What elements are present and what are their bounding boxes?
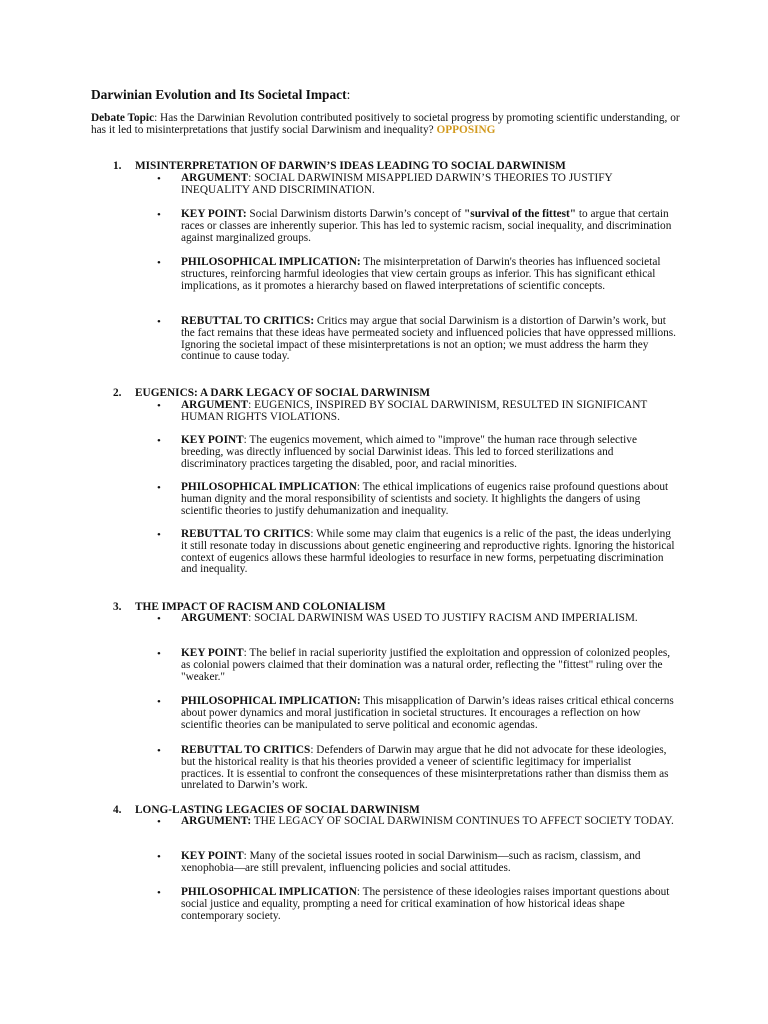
bullet-icon: • <box>157 209 161 221</box>
point-body: Critics may argue that social Darwinism is a distortion of Darwin’s work, but the fact remains that these ideas have permeated society and influenced policies that have oppressed millions. Ignoring the societal impact of these misinterpretations is not an option; we must address the harm they continue to cause today. <box>181 315 677 363</box>
document-title <box>91 87 350 103</box>
point-body: Social Darwinism distorts Darwin’s concept of <box>246 208 465 220</box>
section-heading <box>113 387 430 399</box>
point-text <box>181 400 676 424</box>
section-number: 2. <box>113 387 122 399</box>
section-number: 4. <box>113 804 122 816</box>
point-label: PHILOSOPHICAL IMPLICATION <box>181 481 357 493</box>
point-body-rest: to argue that certain races or classes are inherently superior. This has led to systemic racism, social inequality, and discrimination against marginalized groups. <box>181 208 672 244</box>
point-text <box>181 816 676 828</box>
point-emphasis: "survival of the fittest" <box>464 208 577 220</box>
point-body: : The ethical implications of eugenics raise profound questions about human dignity and the moral responsibility of scientists and society. It highlights the dangers of using scientific theories to justify dehumanization and inequality. <box>181 481 669 517</box>
bullet-icon: • <box>157 529 161 541</box>
point-label: REBUTTAL TO CRITICS <box>181 528 311 540</box>
bullet-icon: • <box>157 613 161 625</box>
debate-topic-label: Debate Topic <box>91 112 155 124</box>
point-label: KEY POINT <box>181 850 244 862</box>
section-title: THE IMPACT OF RACISM AND COLONIALISM <box>135 601 386 613</box>
bullet-icon: • <box>157 173 161 185</box>
point-body: This misapplication of Darwin’s ideas raises critical ethical concerns about power dynamics and moral justification in societal structures. It encourages a reflection on how scientific theories can be manipulated to serve political and economic agendas. <box>181 695 674 731</box>
point-body: THE LEGACY OF SOCIAL DARWINISM CONTINUES TO AFFECT SOCIETY TODAY. <box>251 815 674 827</box>
debate-topic <box>91 112 691 136</box>
bullet-icon: • <box>157 696 161 708</box>
point-body: The misinterpretation of Darwin's theories has influenced societal structures, reinforcing harmful ideologies that view certain groups as inferior. This has significant ethical implications, as it promotes a hierarchy based on flawed interpretations of scientific concepts. <box>181 256 661 292</box>
bullet-icon: • <box>157 400 161 412</box>
point-body: : The belief in racial superiority justified the exploitation and oppression of colonized peoples, as colonial powers claimed that their domination was a natural order, reflecting the "fittest" ruling over the "weaker." <box>181 647 671 683</box>
point-text <box>181 529 676 576</box>
section-number: 3. <box>113 601 122 613</box>
bullet-icon: • <box>157 816 161 828</box>
stance-badge: OPPOSING <box>436 124 496 137</box>
point-text <box>181 209 676 244</box>
point-text <box>181 613 676 625</box>
debate-topic-text: : Has the Darwinian Revolution contributed positively to societal progress by promoting scientific understanding, or has it led to misinterpretations that justify social Darwinism and inequality? <box>91 112 680 137</box>
section-title: MISINTERPRETATION OF DARWIN’S IDEAS LEADING TO SOCIAL DARWINISM <box>135 160 566 172</box>
point-body: : Defenders of Darwin may argue that he did not advocate for these ideologies, but the historical reality is that his theories provided a veneer of scientific legitimacy for imperialist practices. It is essential to confront the consequences of these misinterpretations rather than dismiss them as unrelated to Darwin’s work. <box>181 744 669 792</box>
point-body: : EUGENICS, INSPIRED BY SOCIAL DARWINISM, RESULTED IN SIGNIFICANT HUMAN RIGHTS VIOLATIONS. <box>181 399 648 423</box>
point-text <box>181 435 676 470</box>
point-label: KEY POINT <box>181 434 244 446</box>
point-label: ARGUMENT: <box>181 815 252 827</box>
point-text <box>181 887 676 922</box>
point-label: REBUTTAL TO CRITICS: <box>181 315 315 327</box>
point-body: : While some may claim that eugenics is a relic of the past, the ideas underlying it still resonate today in discussions about genetic engineering and reproductive rights. Ignoring the historical context of eugenics allows these harmful ideologies to resurface in new forms, perpetuating discrimination and inequality. <box>181 528 675 576</box>
bullet-icon: • <box>157 435 161 447</box>
bullet-icon: • <box>157 887 161 899</box>
bullet-icon: • <box>157 648 161 660</box>
point-label: PHILOSOPHICAL IMPLICATION <box>181 886 357 898</box>
point-body: : The persistence of these ideologies raises important questions about social justice and equality, prompting a need for critical examination of how historical ideas shape contemporary society. <box>181 886 670 922</box>
point-text <box>181 482 676 517</box>
point-body: : The eugenics movement, which aimed to "improve" the human race through selective breeding, was directly influenced by social Darwinist ideas. This led to forced sterilizations and discriminatory practices targeting the disabled, poor, and racial minorities. <box>181 434 637 470</box>
point-body: : SOCIAL DARWINISM WAS USED TO JUSTIFY RACISM AND IMPERIALISM. <box>248 612 638 624</box>
point-text <box>181 851 676 875</box>
document-title-text: Darwinian Evolution and Its Societal Impact <box>91 87 347 102</box>
point-label: KEY POINT: <box>181 208 247 220</box>
point-label: PHILOSOPHICAL IMPLICATION: <box>181 256 361 268</box>
point-body: : Many of the societal issues rooted in social Darwinism—such as racism, classism, and xenophobia—are still prevalent, influencing policies and social attitudes. <box>181 850 641 874</box>
point-label: REBUTTAL TO CRITICS <box>181 744 311 756</box>
bullet-icon: • <box>157 482 161 494</box>
point-text <box>181 648 676 683</box>
point-text <box>181 173 676 197</box>
point-label: KEY POINT <box>181 647 244 659</box>
document-title-colon: : <box>346 87 351 102</box>
point-body: : SOCIAL DARWINISM MISAPPLIED DARWIN’S THEORIES TO JUSTIFY INEQUALITY AND DISCRIMINATION. <box>181 172 613 196</box>
point-label: ARGUMENT <box>181 172 249 184</box>
point-text <box>181 257 676 292</box>
point-text <box>181 745 676 792</box>
bullet-icon: • <box>157 851 161 863</box>
point-label: PHILOSOPHICAL IMPLICATION: <box>181 695 361 707</box>
point-label: ARGUMENT <box>181 399 249 411</box>
point-text <box>181 696 676 731</box>
section-heading <box>113 160 566 172</box>
point-text <box>181 316 676 363</box>
section-title: LONG-LASTING LEGACIES OF SOCIAL DARWINISM <box>135 804 420 816</box>
section-number: 1. <box>113 160 122 172</box>
bullet-icon: • <box>157 316 161 328</box>
point-label: ARGUMENT <box>181 612 249 624</box>
section-title: EUGENICS: A DARK LEGACY OF SOCIAL DARWINISM <box>135 387 431 399</box>
bullet-icon: • <box>157 745 161 757</box>
bullet-icon: • <box>157 257 161 269</box>
